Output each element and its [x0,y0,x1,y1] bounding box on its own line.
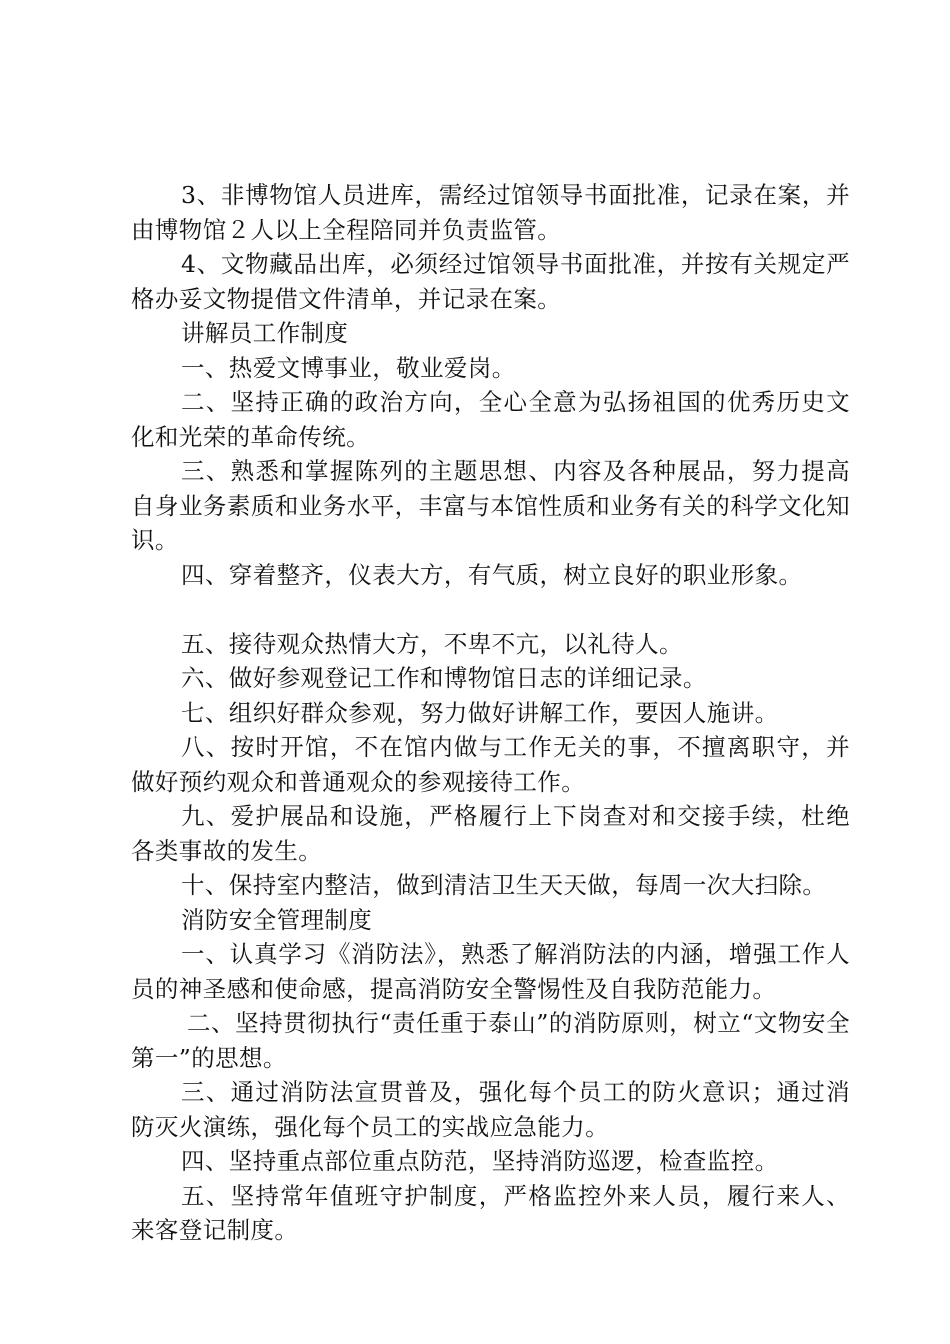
document-body [131,178,850,1248]
section-heading-fire-safety: 消防安全管理制度 [181,905,373,934]
paragraph-guide-rule-7: 七、组织好群众参观，努力做好讲解工作，要因人施讲。 [181,698,779,727]
paragraph-fire-rule-5: 五、坚持常年值班守护制度，严格监控外来人员，履行来人、来客登记制度。 [131,1181,850,1244]
paragraph-guide-rule-9: 九、爱护展品和设施，严格履行上下岗查对和交接手续，杜绝各类事故的发生。 [131,802,850,865]
paragraph-fire-rule-2: 二、坚持贯彻执行“责任重于泰山”的消防原则，树立“文物安全第一”的思想。 [131,1009,850,1072]
paragraph-guide-rule-6: 六、做好参观登记工作和博物馆日志的详细记录。 [181,664,707,692]
section-heading-guide-rules: 讲解员工作制度 [181,319,349,347]
paragraph-guide-rule-5: 五、接待观众热情大方，不卑不亢，以礼待人。 [181,629,683,658]
paragraph-guide-rule-4: 四、穿着整齐，仪表大方，有气质，树立良好的职业形象。 [181,560,803,589]
paragraph-guide-rule-1: 一、热爱文博事业，敬业爱岗。 [181,353,516,382]
paragraph-fire-rule-3: 三、通过消防法宣贯普及，强化每个员工的防火意识；通过消防灭火演练，强化每个员工的实战应急能力。 [131,1078,850,1141]
paragraph-guide-rule-3: 三、熟悉和掌握陈列的主题思想、内容及各种展品，努力提高自身业务素质和业务水平，丰富与本馆性质和业务有关的科学文化知识。 [131,457,850,554]
paragraph-fire-rule-1: 一、认真学习《消防法》，熟悉了解消防法的内涵，增强工作人员的神圣感和使命感，提高消防安全警惕性及自我防范能力。 [131,940,850,1003]
paragraph-guide-rule-10: 十、保持室内整洁，做到清洁卫生天天做，每周一次大扫除。 [181,871,827,899]
paragraph-fire-rule-4: 四、坚持重点部位重点防范，坚持消防巡逻，检查监控。 [181,1147,779,1175]
paragraph-storage-rule-4: 4、文物藏品出库，必须经过馆领导书面批准，并按有关规定严格办妥文物提借文件清单，并记录在案。 [131,250,850,313]
paragraph-storage-rule-3: 3、非博物馆人员进库，需经过馆领导书面批准，记录在案，并由博物馆２人以上全程陪同并负责监管。 [131,181,850,244]
blank-line [131,592,850,627]
paragraph-guide-rule-8: 八、按时开馆，不在馆内做与工作无关的事，不擅离职守，并做好预约观众和普通观众的参观接待工作。 [131,733,850,796]
paragraph-guide-rule-2: 二、坚持正确的政治方向，全心全意为弘扬祖国的优秀历史文化和光荣的革命传统。 [131,388,850,451]
